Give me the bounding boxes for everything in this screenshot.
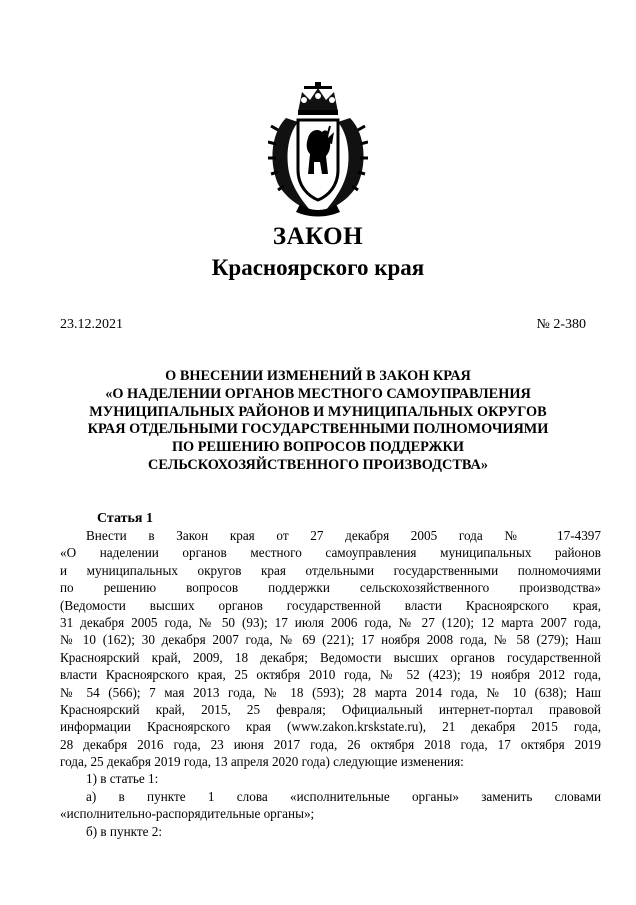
law-title <box>40 368 596 475</box>
body-line: № 10 (162); 30 декабря 2007 года, № 69 (221); 17 ноября 2008 года, № 58 (279); Наш <box>60 632 601 648</box>
document-date: 23.12.2021 <box>60 317 123 332</box>
law-title-line: КРАЯ ОТДЕЛЬНЫМИ ГОСУДАРСТВЕННЫМИ ПОЛНОМОЧИЯМИ <box>87 421 549 438</box>
body-line: «О наделении органов местного самоуправления муниципальных районов <box>60 545 601 561</box>
body-line: Красноярский край, 2009, 18 декабря; Ведомости высших органов государственной <box>60 649 601 665</box>
body-line: и муниципальных округов края отдельными государственными полномочиями <box>60 562 601 578</box>
body-line: информации Красноярского края (www.zakon.krskstate.ru), 21 декабря 2015 года, <box>60 719 601 735</box>
body-line: 31 декабря 2005 года, № 50 (93); 17 июля 2006 года, № 27 (120); 12 марта 2007 года, <box>60 614 601 630</box>
coat-of-arms-icon <box>268 82 368 218</box>
body-line: власти Красноярского края, 25 октября 2010 года, № 52 (423); 19 ноября 2012 года, <box>60 667 601 683</box>
body-line: а) в пункте 1 слова «исполнительные органы» заменить словами <box>86 788 601 804</box>
law-title-line: СЕЛЬСКОХОЗЯЙСТВЕННОГО ПРОИЗВОДСТВА» <box>148 456 488 473</box>
law-title-line: ПО РЕШЕНИЮ ВОПРОСОВ ПОДДЕРЖКИ <box>171 439 465 456</box>
law-title-line: О ВНЕСЕНИИ ИЗМЕНЕНИЙ В ЗАКОН КРАЯ <box>165 368 471 384</box>
law-title-line: МУНИЦИПАЛЬНЫХ РАЙОНОВ И МУНИЦИПАЛЬНЫХ ОКРУГОВ <box>89 403 547 420</box>
body-line: «исполнительно-распорядительные органы»; <box>60 806 315 822</box>
article-heading: Статья 1 <box>97 511 153 526</box>
body-line: Внести в Закон края от 27 декабря 2005 года № 17-4397 <box>86 528 601 543</box>
issuing-region: Красноярского края <box>211 255 425 280</box>
body-line: по решению вопросов поддержки сельскохозяйственного производства» <box>60 580 601 596</box>
body-line: № 54 (566); 7 мая 2013 года, № 18 (593); 28 марта 2014 года, № 10 (638); Наш <box>60 684 601 700</box>
article-body <box>60 527 601 840</box>
body-line: (Ведомости высших органов государственной власти Красноярского края, <box>60 597 601 613</box>
body-line: года, 25 декабря 2019 года, 13 апреля 2020 года) следующие изменения: <box>60 754 464 770</box>
body-line: 1) в статье 1: <box>86 771 159 787</box>
document-number: № 2-380 <box>536 317 586 332</box>
body-line: Красноярский край, 2015, 25 февраля; Официальный интернет-портал правовой <box>60 701 601 717</box>
body-line: 28 декабря 2016 года, 23 июня 2017 года, 26 октября 2018 года, 17 октября 2019 <box>60 736 601 752</box>
law-title-line: «О НАДЕЛЕНИИ ОРГАНОВ МЕСТНОГО САМОУПРАВЛЕНИЯ <box>105 385 531 402</box>
document-type: ЗАКОН <box>272 223 364 250</box>
body-line: б) в пункте 2: <box>86 823 163 839</box>
